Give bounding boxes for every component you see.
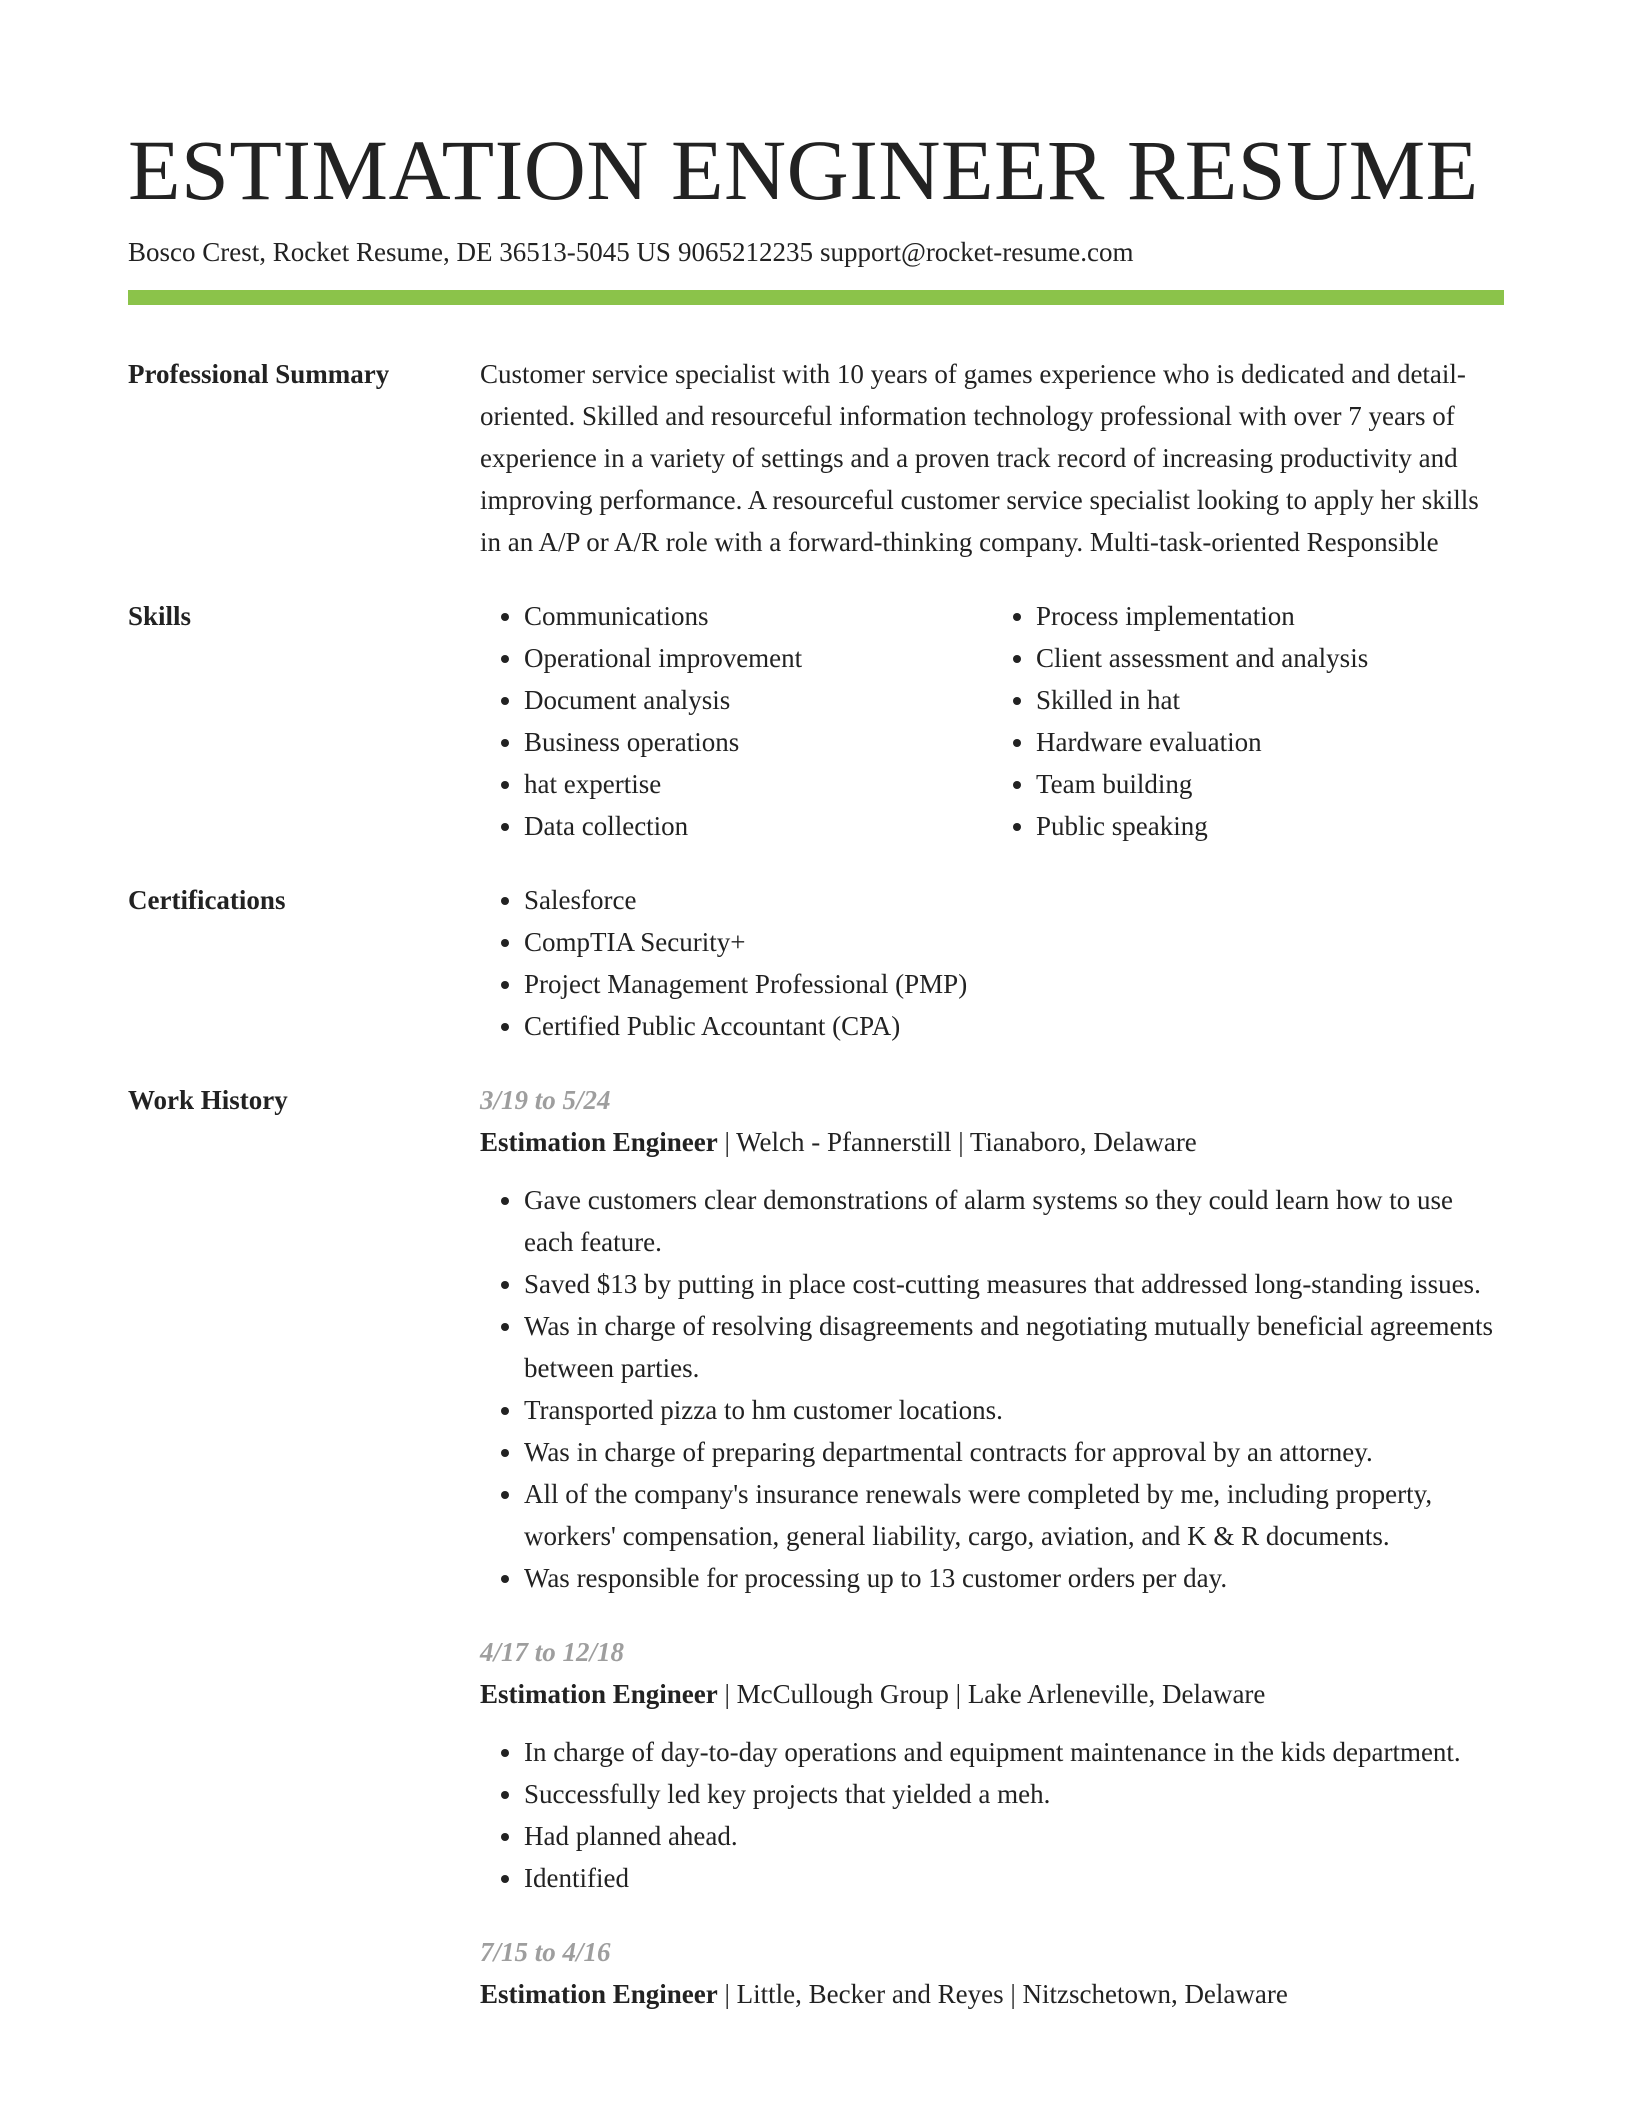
- contact-phone: 9065212235: [677, 237, 813, 267]
- job-company-location: | Little, Becker and Reyes | Nitzschetown, Delaware: [717, 1979, 1288, 2009]
- list-item: • Identified: [524, 1857, 1504, 1899]
- summary-label: Professional Summary: [128, 359, 390, 389]
- list-item: • Was responsible for processing up to 13 customer orders per day.: [524, 1557, 1504, 1599]
- list-item: • Operational improvement: [524, 637, 992, 679]
- list-item: • Document analysis: [524, 679, 992, 721]
- job-bullets: [480, 1179, 1504, 1599]
- job-title: Estimation Engineer: [480, 1127, 718, 1157]
- job-title-line: [480, 1121, 1504, 1163]
- resume-title: ESTIMATION ENGINEER RESUME: [128, 122, 1479, 218]
- list-item: • Gave customers clear demonstrations of alarm systems so they could learn how to use each feature.: [524, 1179, 1504, 1263]
- list-item: • Communications: [524, 595, 992, 637]
- list-item: • Saved $13 by putting in place cost-cutting measures that addressed long-standing issues.: [524, 1263, 1504, 1305]
- work-history-section: [128, 1079, 1504, 2047]
- list-item: • In charge of day-to-day operations and equipment maintenance in the kids department.: [524, 1731, 1504, 1773]
- list-item: • hat expertise: [524, 763, 992, 805]
- summary-text: Customer service specialist with 10 years of games experience who is dedicated and detail-oriented. Skilled and resourceful information technology professional with over 7 years of experience in a variety of settings and a proven track record of increasing productivity and improving performance. A resourceful customer service specialist looking to apply her skills in an A/P or A/R role with a forward-thinking company. Multi-task-oriented Responsible: [480, 359, 1479, 557]
- contact-address: Bosco Crest, Rocket Resume, DE 36513-5045 US: [128, 237, 671, 267]
- job-title: Estimation Engineer: [480, 1679, 718, 1709]
- certifications-list: [480, 879, 1504, 1047]
- work-history-label: Work History: [128, 1085, 288, 1115]
- job-title-line: [480, 1673, 1504, 1715]
- job-bullets: [480, 1731, 1504, 1899]
- list-item: • Had planned ahead.: [524, 1815, 1504, 1857]
- list-item: • Certified Public Accountant (CPA): [524, 1005, 1504, 1047]
- skills-list-left: [480, 595, 992, 847]
- list-item: • Hardware evaluation: [1036, 721, 1504, 763]
- certifications-label: Certifications: [128, 885, 286, 915]
- job-company-location: | Welch - Pfannerstill | Tianaboro, Delaware: [717, 1127, 1197, 1157]
- skills-section: [128, 595, 1504, 847]
- job-company-location: | McCullough Group | Lake Arleneville, Delaware: [717, 1679, 1266, 1709]
- job-entry: [480, 1931, 1504, 2015]
- certifications-section: [128, 879, 1504, 1047]
- list-item: • Transported pizza to hm customer locations.: [524, 1389, 1504, 1431]
- list-item: • Public speaking: [1036, 805, 1504, 847]
- job-dates: 7/15 to 4/16: [480, 1937, 611, 1967]
- list-item: • Skilled in hat: [1036, 679, 1504, 721]
- list-item: • Data collection: [524, 805, 992, 847]
- list-item: • Client assessment and analysis: [1036, 637, 1504, 679]
- job-title-line: [480, 1973, 1504, 2015]
- contact-line: [128, 234, 1504, 270]
- list-item: • Process implementation: [1036, 595, 1504, 637]
- contact-email: support@rocket-resume.com: [819, 237, 1134, 267]
- list-item: • Business operations: [524, 721, 992, 763]
- resume-page: [128, 0, 1504, 2047]
- list-item: • Was in charge of resolving disagreements and negotiating mutually beneficial agreements between parties.: [524, 1305, 1504, 1389]
- job-dates: 4/17 to 12/18: [480, 1637, 625, 1667]
- list-item: • Was in charge of preparing departmental contracts for approval by an attorney.: [524, 1431, 1504, 1473]
- job-entry: [480, 1079, 1504, 1599]
- list-item: • Successfully led key projects that yielded a meh.: [524, 1773, 1504, 1815]
- skills-label: Skills: [128, 601, 192, 631]
- list-item: • Salesforce: [524, 879, 1504, 921]
- job-entry: [480, 1631, 1504, 1899]
- accent-divider: [128, 290, 1504, 305]
- job-dates: 3/19 to 5/24: [480, 1085, 611, 1115]
- list-item: • All of the company's insurance renewals were completed by me, including property, workers' compensation, general liability, cargo, aviation, and K & R documents.: [524, 1473, 1504, 1557]
- skills-list-right: [992, 595, 1504, 847]
- list-item: • Team building: [1036, 763, 1504, 805]
- list-item: • CompTIA Security+: [524, 921, 1504, 963]
- summary-section: [128, 353, 1504, 563]
- job-title: Estimation Engineer: [480, 1979, 718, 2009]
- list-item: • Project Management Professional (PMP): [524, 963, 1504, 1005]
